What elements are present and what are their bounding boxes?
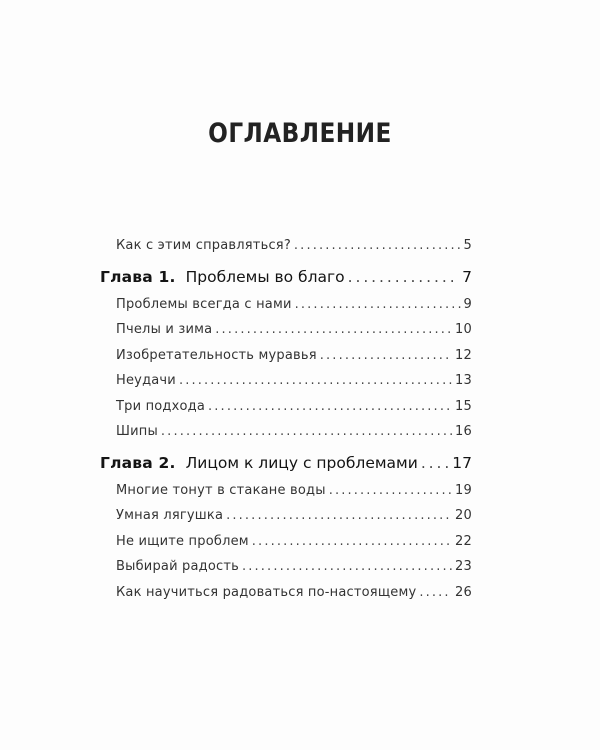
toc-entry[interactable]: [100, 424, 472, 450]
toc-entry-text: Неудачи: [116, 373, 176, 388]
dot-leader: [226, 508, 452, 523]
dot-leader: [419, 585, 452, 600]
toc-entry-text: Как научиться радоваться по-настоящему: [116, 584, 417, 600]
toc-entry-text: Выбирай радость: [116, 559, 239, 574]
toc-entry[interactable]: [100, 238, 472, 264]
dot-leader: [295, 297, 461, 312]
toc-page-number: 22: [455, 533, 472, 549]
dot-leader: [179, 373, 452, 388]
toc-entry[interactable]: [100, 559, 472, 585]
dot-leader: [252, 534, 452, 549]
toc-entry[interactable]: [100, 508, 472, 534]
toc-entry-text: Умная лягушка: [116, 508, 224, 523]
table-of-contents: [100, 238, 472, 610]
toc-chapter[interactable]: [100, 454, 472, 483]
toc-entry[interactable]: [100, 373, 472, 399]
toc-page-number: 26: [455, 584, 472, 600]
toc-chapter-label: Глава 2.: [100, 453, 176, 472]
toc-entry[interactable]: [100, 399, 472, 425]
toc-entry[interactable]: [100, 483, 472, 509]
toc-entry[interactable]: [100, 534, 472, 560]
dot-leader: [421, 454, 449, 472]
toc-page-number: 5: [463, 238, 472, 253]
toc-entry-text: Лицом к лицу с проблемами: [185, 453, 418, 472]
dot-leader: [208, 399, 452, 414]
page-title: ОГЛАВЛЕНИЕ: [208, 118, 392, 149]
toc-entry[interactable]: [100, 585, 472, 611]
toc-page-number: 13: [455, 373, 472, 388]
dot-leader: [242, 559, 452, 574]
dot-leader: [320, 348, 452, 363]
toc-page-number: 20: [455, 508, 472, 523]
toc-entry-text: Проблемы во благо: [185, 267, 345, 286]
toc-page-number: 7: [462, 267, 472, 286]
toc-page-number: 9: [463, 296, 472, 312]
dot-leader: [348, 268, 460, 286]
toc-page-number: 15: [455, 398, 472, 414]
toc-entry[interactable]: [100, 322, 472, 348]
dot-leader: [161, 424, 452, 439]
toc-entry-text: Шипы: [116, 424, 158, 439]
dot-leader: [294, 238, 461, 253]
toc-page-number: 12: [455, 347, 472, 363]
dot-leader: [329, 483, 452, 498]
toc-page-number: 16: [455, 424, 472, 439]
toc-page-number: 19: [455, 482, 472, 498]
toc-page-number: 10: [455, 322, 472, 337]
toc-entry-text: Не ищите проблем: [116, 533, 249, 549]
toc-entry-text: Пчелы и зима: [116, 322, 213, 337]
toc-entry-text: Проблемы всегда с нами: [116, 296, 292, 312]
toc-chapter[interactable]: [100, 268, 472, 297]
toc-entry-text: Три подхода: [116, 398, 206, 414]
toc-entry-text: Многие тонут в стакане воды: [116, 482, 326, 498]
dot-leader: [215, 322, 452, 337]
toc-entry-text: Изобретательность муравья: [116, 347, 317, 363]
toc-entry-text: Как с этим справляться?: [116, 238, 291, 253]
toc-entry[interactable]: [100, 348, 472, 374]
toc-page-number: 17: [452, 453, 472, 472]
toc-page-number: 23: [455, 559, 472, 574]
toc-entry[interactable]: [100, 297, 472, 323]
toc-chapter-label: Глава 1.: [100, 267, 176, 286]
